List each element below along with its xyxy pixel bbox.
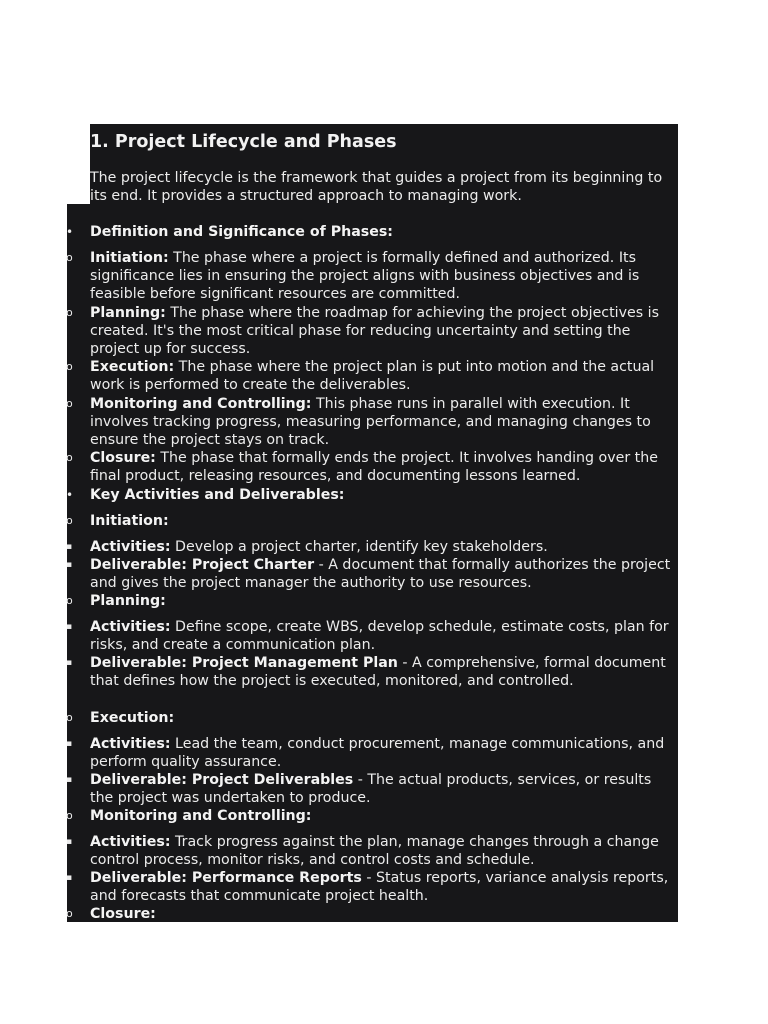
list-item-activities: Activities: Lead the team, conduct procurement, manage communications, and perform quality assurance. bbox=[90, 736, 665, 771]
bullet-square-marker: ▪ bbox=[66, 873, 73, 883]
bullet-square-marker: ▪ bbox=[66, 658, 73, 668]
bullet-square-marker: ▪ bbox=[66, 542, 73, 552]
list-item-phase-heading: Monitoring and Controlling: bbox=[90, 808, 312, 824]
list-item-phase-closure: Closure: The phase that formally ends the project. It involves handing over the final product, releasing resources, and documenting lessons learned. bbox=[90, 450, 658, 485]
bullet-disc-marker: • bbox=[66, 225, 74, 239]
list-item-deliverable: Deliverable: Project Charter - A document that formally authorizes the project and gives the project manager the authority to use resources. bbox=[90, 557, 671, 592]
list-item-deliverable: Deliverable: Performance Reports - Status reports, variance analysis reports, and forecasts that communicate project health. bbox=[90, 870, 669, 905]
bullet-square-marker: ▪ bbox=[66, 837, 73, 847]
bullet-circle-marker: o bbox=[66, 397, 73, 410]
bullet-square-marker: ▪ bbox=[66, 739, 73, 749]
bullet-square-marker: ▪ bbox=[66, 622, 73, 632]
list-item-phase-execution: Execution: The phase where the project plan is put into motion and the actual work is performed to create the deliverables. bbox=[90, 359, 655, 394]
bullet-square-marker: ▪ bbox=[66, 775, 73, 785]
bullet-circle-marker: o bbox=[66, 451, 73, 464]
section-heading-definition: Definition and Significance of Phases: bbox=[90, 224, 393, 240]
bullet-disc-marker: • bbox=[66, 488, 74, 502]
intro-paragraph: The project lifecycle is the framework that guides a project from its beginning to its end. It provides a structured approach to managing work. bbox=[90, 170, 663, 205]
list-item-activities: Activities: Develop a project charter, identify key stakeholders. bbox=[90, 539, 548, 555]
bullet-circle-marker: o bbox=[66, 594, 73, 607]
page-title: 1. Project Lifecycle and Phases bbox=[90, 132, 397, 152]
bullet-circle-marker: o bbox=[66, 514, 73, 527]
list-item-deliverable: Deliverable: Project Management Plan - A comprehensive, formal document that defines how the project is executed, monitored, and controlled. bbox=[90, 655, 666, 690]
list-item-activities: Activities: Define scope, create WBS, develop schedule, estimate costs, plan for risks, and create a communication plan. bbox=[90, 619, 669, 654]
list-item-phase-planning: Planning: The phase where the roadmap for achieving the project objectives is created. It's the most critical phase for reducing uncertainty and setting the project up for success. bbox=[90, 305, 659, 358]
bullet-circle-marker: o bbox=[66, 251, 73, 264]
list-item-phase-heading: Execution: bbox=[90, 710, 175, 726]
bullet-circle-marker: o bbox=[66, 360, 73, 373]
list-item-phase-monitoring: Monitoring and Controlling: This phase runs in parallel with execution. It involves tracking progress, measuring performance, and managing changes to ensure the project stays on track. bbox=[90, 396, 651, 449]
list-item-phase-heading: Closure: bbox=[90, 906, 156, 922]
list-item-phase-heading: Planning: bbox=[90, 593, 166, 609]
bullet-circle-marker: o bbox=[66, 809, 73, 822]
bullet-circle-marker: o bbox=[66, 907, 73, 920]
bullet-circle-marker: o bbox=[66, 711, 73, 724]
list-item-phase-initiation: Initiation: The phase where a project is formally defined and authorized. Its significance lies in ensuring the project aligns with business objectives and is feasible before significant resources are committed. bbox=[90, 250, 640, 303]
bullet-square-marker: ▪ bbox=[66, 560, 73, 570]
list-item-activities: Activities: Track progress against the plan, manage changes through a change control process, monitor risks, and control costs and schedule. bbox=[90, 834, 659, 869]
list-item-deliverable: Deliverable: Project Deliverables - The actual products, services, or results the project was undertaken to produce. bbox=[90, 772, 652, 807]
bullet-circle-marker: o bbox=[66, 306, 73, 319]
section-heading-activities: Key Activities and Deliverables: bbox=[90, 487, 345, 503]
list-item-phase-heading: Initiation: bbox=[90, 513, 169, 529]
